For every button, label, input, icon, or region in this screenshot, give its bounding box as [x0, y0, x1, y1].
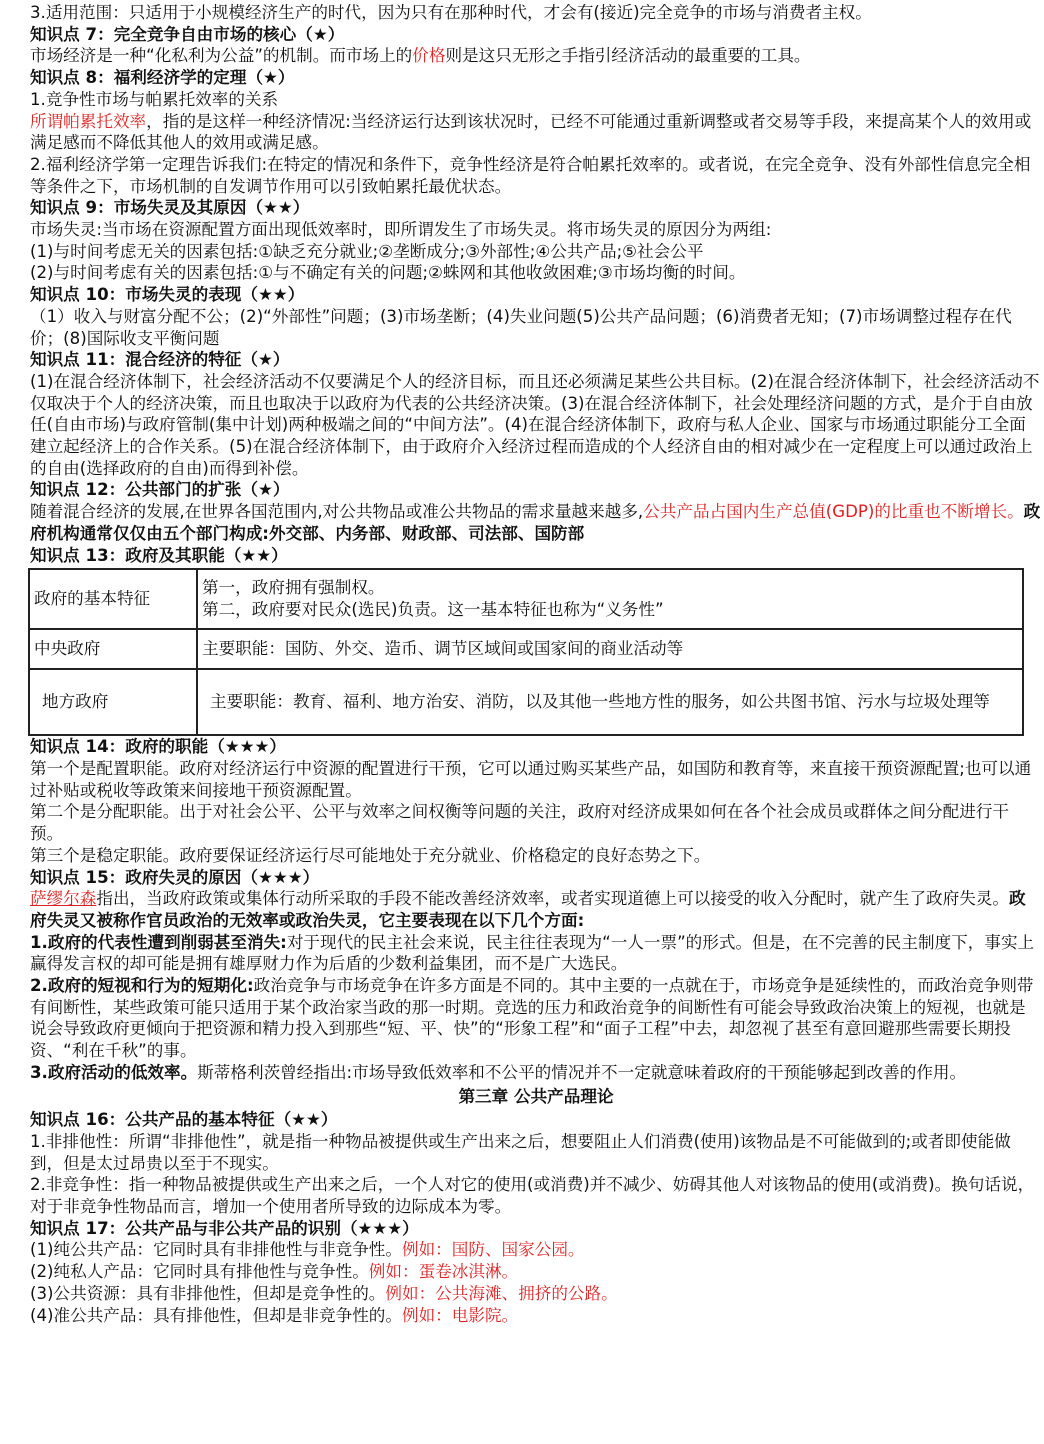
para-k16-2: 2.非竞争性：指一种物品被提供或生产出来之后，一个人对它的使用(或消费)并不减少、妨碍其他人对该物品的使用(或消费)。换句话说，对于非竞争性物品而言，增加一个使用者所导致的边际成本为零。: [30, 1175, 1035, 1217]
table-line: 第一，政府拥有强制权。: [202, 578, 385, 598]
heading-k16: 知识点 16：公共产品的基本特征（★★）: [30, 1110, 338, 1130]
text: 指出，当政府政策或集体行动所采取的手段不能改善经济效率，或者实现道德上可以接受的收入分配时，就产生了政府失灵。: [96, 889, 1010, 909]
heading-k15: 知识点 15：政府失灵的原因（★★★）: [30, 867, 320, 887]
table-key: 中央政府: [29, 629, 197, 669]
highlight-samuelson: 萨缪尔森: [30, 889, 97, 909]
heading-k11: 知识点 11：混合经济的特征（★）: [30, 350, 290, 370]
highlight-pareto: 所谓帕累托效率: [30, 111, 147, 131]
heading-k9: 知识点 9：市场失灵及其原因（★★）: [30, 198, 310, 218]
para-k15-2: [30, 932, 1042, 975]
text: ，指的是这样一种经济情况:当经济运行达到该状况时，已经不可能通过重新调整或者交易等手段，来提高某个人的效用或满足感而不降低其他人的效用或满足感。: [30, 111, 1032, 153]
table-row: [29, 569, 1023, 629]
text: (1)纯公共产品：它同时具有非排他性与非竞争性。: [30, 1240, 402, 1260]
para-k9-3: (2)与时间考虑有关的因素包括:①与不确定有关的问题;②蛛网和其他收敛困难;③市场均衡的时间。: [30, 263, 746, 283]
bold-text: 政府机构通常仅仅由五个部门构成:外交部、内务部、财政部、司法部、国防部: [30, 502, 1041, 543]
bold-text: 政府失灵又被称作官员政治的无效率或政治失灵，它主要表现在以下几个方面:: [30, 889, 1026, 930]
para-k15-3: [30, 975, 1042, 1062]
para-k17-2: [30, 1261, 1042, 1283]
para-k8-2: [30, 111, 1042, 154]
bold-text: 2.政府的短视和行为的短期化:: [30, 976, 254, 996]
example-red: 例如：公共海滩、拥挤的公路。: [385, 1283, 618, 1303]
table-row: [29, 669, 1023, 735]
text: 则是这只无形之手指引经济活动的最重要的工具。: [445, 46, 811, 66]
para-k12-1: [30, 501, 1042, 544]
para-k14-2: 第二个是分配职能。出于对社会公平、公平与效率之间权衡等问题的关注，政府对经济成果如何在各个社会成员或群体之间分配进行干预。: [30, 802, 1010, 844]
table-key: 地方政府: [29, 669, 197, 735]
example-red: 例如：电影院。: [401, 1305, 519, 1325]
table-line: 第二，政府要对民众(选民)负责。这一基本特征也称为“义务性”: [202, 600, 664, 620]
text: (4)准公共产品：具有排他性，但却是非竞争性的。: [30, 1305, 402, 1325]
heading-k17: 知识点 17：公共产品与非公共产品的识别（★★★）: [30, 1218, 419, 1238]
text: 随着混合经济的发展,在世界各国范围内,对公共物品或准公共物品的需求量越来越多,: [30, 502, 644, 522]
para-k9-1: 市场失灵:当市场在资源配置方面出现低效率时，即所谓发生了市场失灵。将市场失灵的原因分为两组:: [30, 220, 772, 240]
text: (2)纯私人产品：它同时具有排他性与竞争性。: [30, 1262, 369, 1282]
government-table: [28, 568, 1024, 736]
para-k17-1: [30, 1239, 1042, 1261]
para-k14-3: 第三个是稳定职能。政府要保证经济运行尽可能地处于充分就业、价格稳定的良好态势之下。: [30, 845, 711, 865]
text: (3)公共资源：具有非排他性，但却是竞争性的。: [30, 1283, 386, 1303]
heading-k14: 知识点 14：政府的职能（★★★）: [30, 737, 287, 757]
para-k15-4: [30, 1062, 1042, 1084]
para-k16-1: 1.非排他性：所谓“非排他性”，就是指一种物品被提供或生产出来之后，想要阻止人们消费(使用)该物品是不可能做到的;或者即使能做到，但是太过昂贵以至于不现实。: [30, 1131, 1011, 1173]
text: 斯蒂格利茨曾经指出:市场导致低效率和不公平的情况并不一定就意味着政府的干预能够起到改善的作用。: [197, 1062, 967, 1082]
text: 政治竞争与市场竞争在许多方面是不同的。其中主要的一点就在于，市场竞争是延续性的，而政治竞争则带有间断性，某些政策可能只适用于某个政治家当政的那一时期。竞选的压力和政治竞争的间断性有可能会导致政治决策上的短视，也就是说会导致政府更倾向于把资源和精力投入到那些“短、平、快”的“形象工程”和“面子工程”中去，却忽视了甚至有意回避那些需要长期投资、“利在千秋”的事。: [30, 976, 1034, 1061]
table-value: [197, 569, 1023, 629]
highlight-gdp: 公共产品占国内生产总值(GDP)的比重也不断增长。: [643, 502, 1024, 522]
document-page: [30, 2, 1042, 1326]
para-k14-1: 第一个是配置职能。政府对经济运行中资源的配置进行干预，它可以通过购买某些产品，如国防和教育等，来直接干预资源配置;也可以通过补贴或税收等政策来间接地干预资源配置。: [30, 758, 1032, 800]
example-red: 例如：国防、国家公园。: [401, 1240, 585, 1260]
text: 对于现代的民主社会来说，民主往往表现为“一人一票”的形式。但是，在不完善的民主制度下，事实上赢得发言权的却可能是拥有雄厚财力作为后盾的少数利益集团，而不是广大选民。: [30, 932, 1035, 974]
para-k9-2: (1)与时间考虑无关的因素包括:①缺乏充分就业;②垄断成分;③外部性;④公共产品;⑤社会公平: [30, 241, 704, 261]
chapter-title: 第三章 公共产品理论: [458, 1086, 614, 1106]
para-k15-1: [30, 888, 1042, 931]
heading-k13: 知识点 13：政府及其职能（★★）: [30, 545, 288, 565]
bold-text: 3.政府活动的低效率。: [30, 1062, 198, 1082]
para-k11-1: (1)在混合经济体制下，社会经济活动不仅要满足个人的经济目标，而且还必须满足某些公共目标。(2)在混合经济体制下，社会经济活动不仅取决于个人的经济决策，而且也取决于以政府为代表的公共经济决策。(3)在混合经济体制下，社会处理经济问题的方式，是介于自由放任(自由市场)与政府管制(集中计划)两种极端之间的“中间方法”。(4)在混合经济体制下，政府与私人企业、国家与市场通过职能分工全面建立起经济上的合作关系。(5)在混合经济体制下，由于政府介入经济过程而造成的个人经济自由的相对减少在一定程度上可以通过政治上的自由(选择政府的自由)而得到补偿。: [30, 371, 1040, 478]
para-k17-3: [30, 1283, 1042, 1305]
heading-k8: 知识点 8：福利经济学的定理（★）: [30, 68, 295, 88]
table-row: [29, 629, 1023, 669]
para-scope: 3.适用范围：只适用于小规模经济生产的时代，因为只有在那种时代，才会有(接近)完全竞争的市场与消费者主权。: [30, 3, 872, 22]
para-k17-4: [30, 1305, 1042, 1327]
highlight-price: 价格: [412, 46, 446, 66]
heading-k7: 知识点 7：完全竞争自由市场的核心（★）: [30, 24, 345, 44]
table-key: 政府的基本特征: [29, 569, 197, 629]
table-value: 主要职能：教育、福利、地方治安、消防，以及其他一些地方性的服务，如公共图书馆、污水与垃圾处理等: [197, 669, 1023, 735]
para-k7: [30, 45, 1042, 67]
para-k10-1: （1）收入与财富分配不公；(2)“外部性”问题；(3)市场垄断；(4)失业问题(5)公共产品问题；(6)消费者无知；(7)市场调整过程存在代价；(8)国际收支平衡问题: [30, 306, 1012, 348]
heading-k12: 知识点 12：公共部门的扩张（★）: [30, 480, 290, 500]
text: 市场经济是一种“化私利为公益”的机制。而市场上的: [30, 46, 413, 66]
table-value: 主要职能：国防、外交、造币、调节区域间或国家间的商业活动等: [197, 629, 1023, 669]
heading-k10: 知识点 10：市场失灵的表现（★★）: [30, 285, 305, 305]
bold-text: 1.政府的代表性遭到削弱甚至消失:: [30, 932, 287, 952]
example-red: 例如：蛋卷冰淇淋。: [368, 1262, 519, 1282]
para-k8-1: 1.竞争性市场与帕累托效率的关系: [30, 89, 279, 109]
para-k8-3: 2.福利经济学第一定理告诉我们:在特定的情况和条件下，竞争性经济是符合帕累托效率的。或者说，在完全竞争、没有外部性信息完全相等条件之下，市场机制的自发调节作用可以引致帕累托最优状态。: [30, 154, 1031, 196]
